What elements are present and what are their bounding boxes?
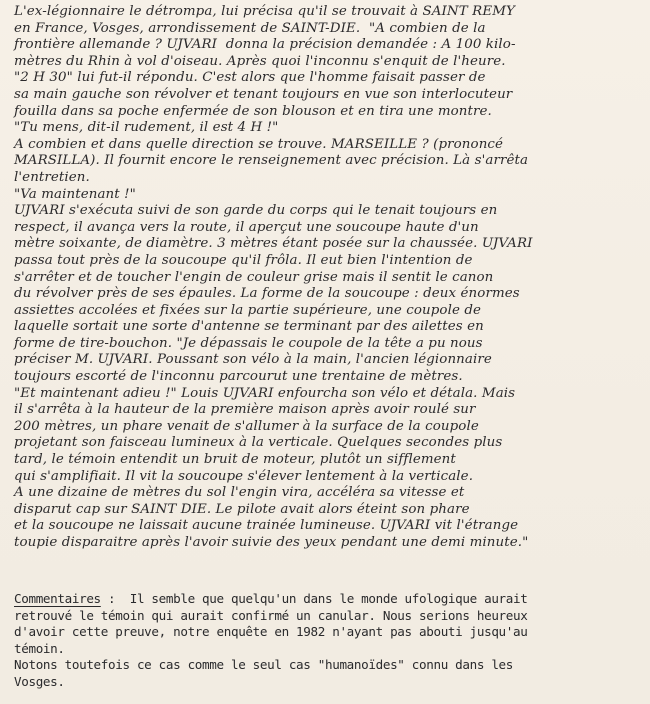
- story-line: A une dizaine de mètres du sol l'engin vira, accéléra sa vitesse et: [14, 485, 465, 501]
- story-line: 200 mètres, un phare venait de s'allumer à la surface de la coupole: [14, 418, 479, 434]
- story-line: passa tout près de la soucoupe qu'il frôla. Il eut bien l'intention de: [14, 252, 473, 268]
- commentary-lines: [14, 608, 644, 691]
- story-line: MARSILLA). Il fournit encore le renseignement avec précision. Là s'arrêta: [14, 153, 529, 169]
- story-line: du révolver près de ses épaules. La forme de la soucoupe : deux énormes: [14, 286, 520, 302]
- story-line: UJVARI s'exécuta suivi de son garde du corps qui le tenait toujours en: [14, 203, 498, 219]
- story-line: "Va maintenant !": [14, 186, 136, 202]
- story-line: sa main gauche son révolver et tenant toujours en vue son interlocuteur: [14, 86, 513, 102]
- story-line: préciser M. UJVARI. Poussant son vélo à la main, l'ancien légionnaire: [14, 352, 492, 368]
- story-line: laquelle sortait une sorte d'antenne se terminant par des ailettes en: [14, 319, 484, 335]
- commentary-line: retrouvé le témoin qui aurait confirmé un canular. Nous serions heureux: [14, 607, 528, 623]
- story-line: toupie disparaitre après l'avoir suivie des yeux pendant une demi minute.": [14, 535, 529, 550]
- story-line: frontière allemande ? UJVARI donna la précision demandée : A 100 kilo-: [14, 37, 516, 53]
- story-line: "Et maintenant adieu !" Louis UJVARI enfourcha son vélo et détala. Mais: [14, 385, 516, 401]
- story-text: [14, 4, 644, 552]
- story-line: mètres du Rhin à vol d'oiseau. Après quoi l'inconnu s'enquit de l'heure.: [14, 53, 506, 69]
- commentary-line: Vosges.: [14, 673, 65, 689]
- story-line: projetant son faisceau lumineux à la verticale. Quelques secondes plus: [14, 435, 503, 451]
- story-line: et la soucoupe ne laissait aucune trainée lumineuse. UJVARI vit l'étrange: [14, 518, 519, 534]
- story-line: tard, le témoin entendit un bruit de moteur, plutôt un sifflement: [14, 452, 456, 468]
- story-line: respect, il avança vers la route, il aperçut une soucoupe haute d'un: [14, 219, 479, 235]
- story-line: en France, Vosges, arrondissement de SAINT-DIE. "A combien de la: [14, 20, 486, 36]
- story-line: L'ex-légionnaire le détrompa, lui précisa qu'il se trouvait à SAINT REMY: [14, 4, 515, 19]
- commentary-first-line: [14, 591, 644, 608]
- story-line: "2 H 30" lui fut-il répondu. C'est alors que l'homme faisait passer de: [14, 70, 486, 86]
- commentary-line: témoin.: [14, 640, 65, 656]
- story-line: "Tu mens, dit-il rudement, il est 4 H !": [14, 120, 279, 136]
- story-line: qui s'amplifiait. Il vit la soucoupe s'élever lentement à la verticale.: [14, 468, 474, 484]
- story-line: forme de tire-bouchon. "Je dépassais le coupole de la tête a pu nous: [14, 335, 483, 351]
- story-line: A combien et dans quelle direction se trouve. MARSEILLE ? (prononcé: [14, 136, 504, 152]
- story-line: s'arrêter et de toucher l'engin de couleur grise mais il sentit le canon: [14, 269, 494, 285]
- commentary-line: d'avoir cette preuve, notre enquête en 1982 n'ayant pas abouti jusqu'au: [14, 624, 528, 640]
- story-line: fouilla dans sa poche enfermée de son blouson et en tira une montre.: [14, 103, 492, 119]
- commentary-heading: Commentaires: [14, 591, 101, 606]
- commentary-text: : Il semble que quelqu'un dans le monde ufologique aurait: [100, 591, 528, 606]
- commentary-line: Notons toutefois ce cas comme le seul cas "humanoïdes" connu dans les: [14, 657, 514, 673]
- story-line: l'entretien.: [14, 169, 90, 185]
- story-line: assiettes accolées et fixées sur la partie supérieure, une coupole de: [14, 302, 482, 318]
- story-line: disparut cap sur SAINT DIE. Le pilote avait alors éteint son phare: [14, 501, 470, 517]
- story-line: toujours escorté de l'inconnu parcourut une trentaine de mètres.: [14, 369, 463, 385]
- commentary-section: [14, 591, 644, 691]
- story-line: il s'arrêta à la hauteur de la première maison après avoir roulé sur: [14, 402, 476, 418]
- story-line: mètre soixante, de diamètre. 3 mètres étant posée sur la chaussée. UJVARI: [14, 236, 533, 252]
